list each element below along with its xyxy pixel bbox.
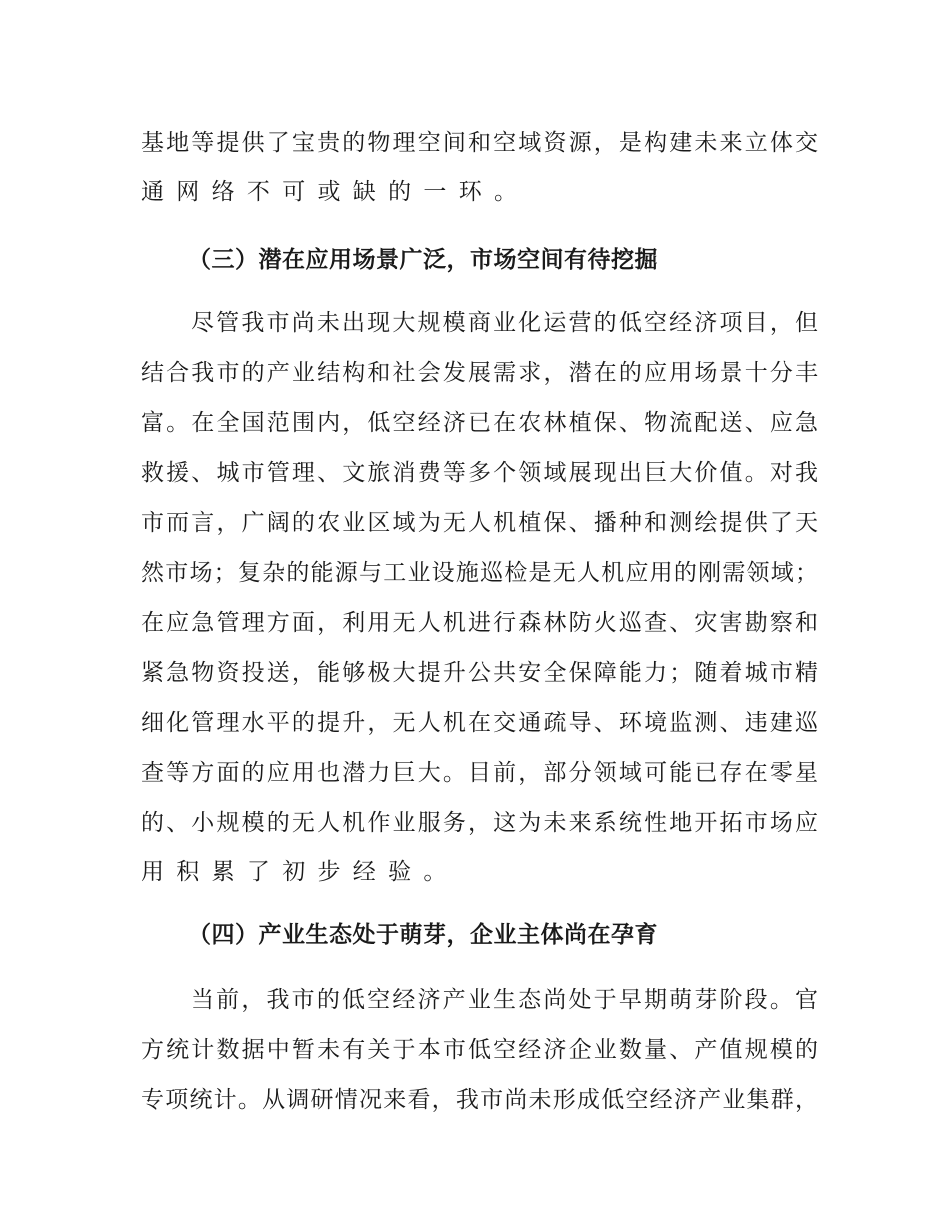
- section-heading-4: （四）产业生态处于萌芽，企业主体尚在孕育: [188, 922, 658, 948]
- paragraph-line: 专项统计。从调研情况来看，我市尚未形成低空经济产业集群，: [141, 1087, 818, 1113]
- paragraph-line: 富。在全国范围内，低空经济已在农林植保、物流配送、应急: [141, 410, 818, 436]
- paragraph-line: 市而言，广阔的农业区域为无人机植保、播种和测绘提供了天: [141, 510, 818, 536]
- section-heading-3: （三）潜在应用场景广泛，市场空间有待挖掘: [188, 247, 658, 273]
- paragraph-line: 当前，我市的低空经济产业生态尚处于早期萌芽阶段。官: [191, 987, 818, 1013]
- paragraph-line: 结合我市的产业结构和社会发展需求，潜在的应用场景十分丰: [141, 360, 818, 386]
- paragraph-line: 查等方面的应用也潜力巨大。目前，部分领域可能已存在零星: [141, 760, 818, 786]
- paragraph-line: 基地等提供了宝贵的物理空间和空域资源，是构建未来立体交: [141, 130, 818, 156]
- paragraph-line: 的、小规模的无人机作业服务，这为未来系统性地开拓市场应: [141, 810, 818, 836]
- paragraph-line: 然市场；复杂的能源与工业设施巡检是无人机应用的刚需领域；: [141, 560, 818, 586]
- paragraph-line: 细化管理水平的提升，无人机在交通疏导、环境监测、违建巡: [141, 710, 818, 736]
- paragraph-line: 通网络不可或缺的一环。: [141, 179, 530, 205]
- paragraph-line: 救援、城市管理、文旅消费等多个领域展现出巨大价值。对我: [141, 460, 818, 486]
- paragraph-line: 尽管我市尚未出现大规模商业化运营的低空经济项目，但: [191, 310, 818, 336]
- paragraph-line: 方统计数据中暂未有关于本市低空经济企业数量、产值规模的: [141, 1037, 818, 1063]
- paragraph-line: 紧急物资投送，能够极大提升公共安全保障能力；随着城市精: [141, 660, 818, 686]
- paragraph-line: 在应急管理方面，利用无人机进行森林防火巡查、灾害勘察和: [141, 610, 818, 636]
- paragraph-line: 用积累了初步经验。: [141, 859, 459, 885]
